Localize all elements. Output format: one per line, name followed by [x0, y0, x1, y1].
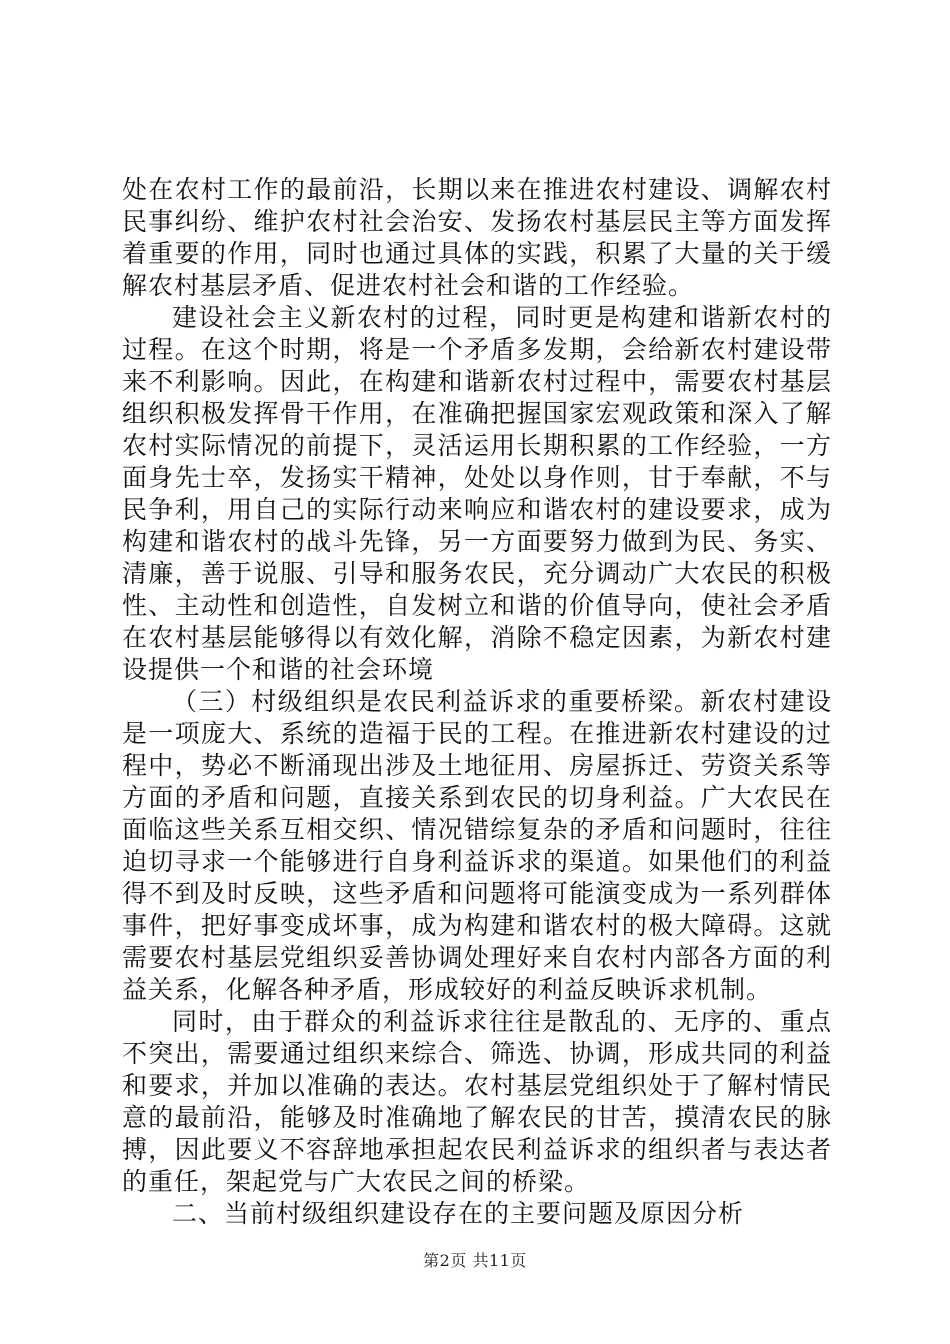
page-footer: 第2页 共11页 [423, 1251, 527, 1270]
document-body [122, 174, 832, 1230]
paragraph-4: 同时，由于群众的利益诉求往往是散乱的、无序的、重点不突出，需要通过组织来综合、筛选、协调，形成共同的利益和要求，并加以准确的表达。农村基层党组织处于了解村情民意的最前沿，能够及时准确地了解农民的甘苦，摸清农民的脉搏，因此要义不容辞地承担起农民利益诉求的组织者与表达者的重任，架起党与广大农民之间的桥梁。 [122, 1007, 832, 1196]
section-heading: 二、当前村级组织建设存在的主要问题及原因分析 [172, 1199, 745, 1228]
paragraph-3: （三）村级组织是农民利益诉求的重要桥梁。新农村建设是一项庞大、系统的造福于民的工程。在推进新农村建设的过程中，势必不断涌现出涉及土地征用、房屋拆迁、劳资关系等方面的矛盾和问题，直接关系到农民的切身利益。广大农民在面临这些关系互相交织、情况错综复杂的矛盾和问题时，往往迫切寻求一个能够进行自身利益诉求的渠道。如果他们的利益得不到及时反映，这些矛盾和问题将可能演变成为一系列群体事件，把好事变成坏事，成为构建和谐农村的极大障碍。这就需要农村基层党组织妥善协调处理好来自农村内部各方面的利益关系，化解各种矛盾，形成较好的利益反映诉求机制。 [122, 687, 832, 1004]
paragraph-2: 建设社会主义新农村的过程，同时更是构建和谐新农村的过程。在这个时期，将是一个矛盾多发期，会给新农村建设带来不利影响。因此，在构建和谐新农村过程中，需要农村基层组织积极发挥骨干作用，在准确把握国家宏观政策和深入了解农村实际情况的前提下，灵活运用长期积累的工作经验，一方面身先士卒，发扬实干精神，处处以身作则，甘于奉献，不与民争利，用自己的实际行动来响应和谐农村的建设要求，成为构建和谐农村的战斗先锋，另一方面要努力做到为民、务实、清廉，善于说服、引导和服务农民，充分调动广大农民的积极性、主动性和创造性，自发树立和谐的价值导向，使社会矛盾在农村基层能够得以有效化解，消除不稳定因素，为新农村建设提供一个和谐的社会环境 [122, 303, 832, 684]
paragraph-1: 处在农村工作的最前沿，长期以来在推进农村建设、调解农村民事纠纷、维护农村社会治安、发扬农村基层民主等方面发挥着重要的作用，同时也通过具体的实践，积累了大量的关于缓解农村基层矛盾、促进农村社会和谐的工作经验。 [122, 175, 832, 300]
